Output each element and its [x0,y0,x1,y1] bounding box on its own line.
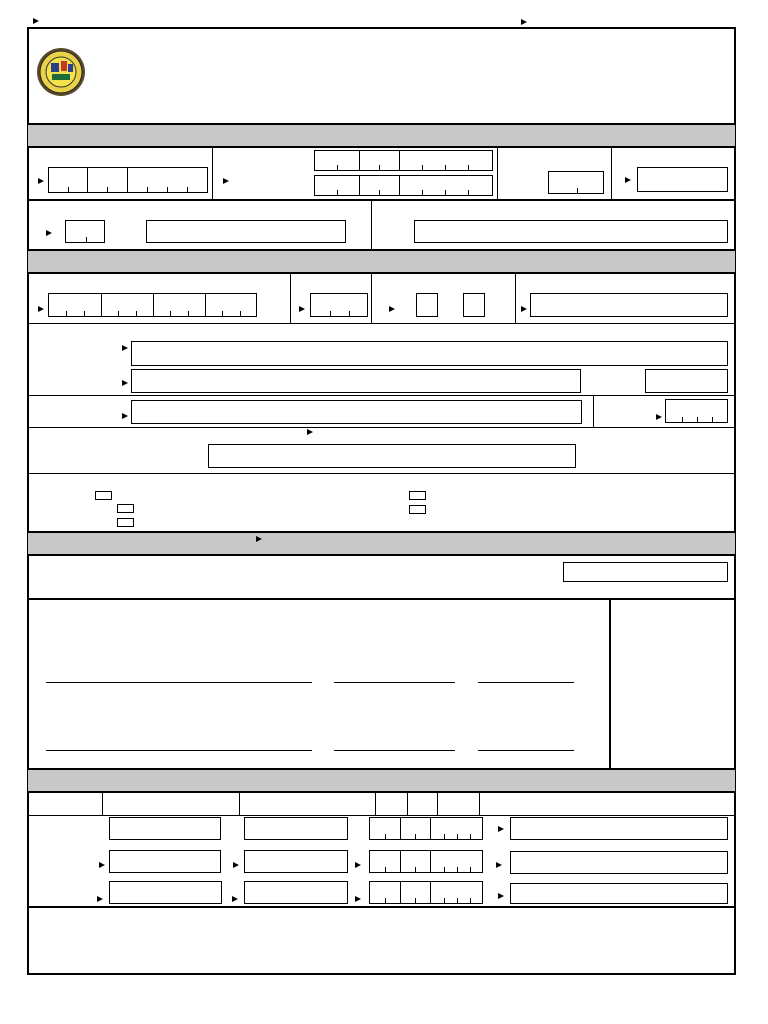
divider [609,599,611,769]
divider [212,148,213,200]
number-field-2[interactable] [310,293,368,317]
field-arrow [223,178,229,184]
divider [479,793,480,816]
field-arrow [46,230,52,236]
signature-line-6[interactable] [478,750,574,751]
field-arrow [122,413,128,419]
table-cell[interactable] [109,850,221,873]
signature-line-1[interactable] [46,682,312,683]
text-field-2[interactable] [146,220,346,243]
field-arrow [498,893,504,899]
short-field-2[interactable] [65,220,105,243]
checkbox-3[interactable] [117,518,134,527]
row-divider [28,906,735,908]
table-cell[interactable] [244,881,348,904]
field-arrow [38,178,44,184]
divider [407,793,408,816]
signature-line-4[interactable] [46,750,312,751]
field-arrow [122,345,128,351]
field-arrow [233,862,239,868]
top-arrow-right [521,19,527,25]
field-arrow [656,414,662,420]
divider [290,274,291,324]
text-field-8[interactable] [131,400,582,424]
divider [371,274,372,324]
section-band-2 [28,249,735,274]
divider [515,274,516,324]
date-field-2a[interactable] [314,150,493,171]
field-arrow [498,826,504,832]
text-field-7[interactable] [645,369,728,393]
checkbox-2[interactable] [117,504,134,513]
row-divider [28,815,735,816]
field-arrow [232,896,238,902]
signature-line-5[interactable] [334,750,455,751]
field-arrow [355,862,361,868]
signature-line-2[interactable] [334,682,455,683]
table-cell[interactable] [109,881,222,904]
short-field-1[interactable] [548,171,604,194]
table-date-cell[interactable] [369,881,483,904]
field-arrow [307,429,313,435]
table-cell[interactable] [109,817,221,840]
table-cell[interactable] [244,850,348,873]
divider [102,793,103,816]
text-field-6[interactable] [131,369,581,393]
date-field-1[interactable] [48,167,208,193]
table-date-cell[interactable] [369,817,483,840]
field-arrow [496,862,502,868]
checkbox-5[interactable] [409,505,426,514]
field-arrow [355,896,361,902]
text-field-3[interactable] [414,220,728,243]
row-divider [28,323,735,324]
divider [437,793,438,816]
field-arrow [38,306,44,312]
table-cell[interactable] [510,883,728,904]
field-arrow [256,536,262,542]
divider [497,148,498,200]
divider [371,200,372,250]
row-divider [28,427,735,428]
text-field-10[interactable] [563,562,728,582]
section-band-3 [28,531,735,556]
field-arrow [521,306,527,312]
date-field-2b[interactable] [314,175,493,196]
table-date-cell[interactable] [369,850,483,873]
field-arrow [97,896,103,902]
divider [375,793,376,816]
checkbox-4[interactable] [409,491,426,500]
field-arrow [299,306,305,312]
table-cell[interactable] [510,851,728,874]
text-field-1[interactable] [637,167,728,192]
field-arrow [99,862,105,868]
single-char-field-1[interactable] [416,293,438,317]
table-cell[interactable] [244,817,348,840]
divider [239,793,240,816]
section-band-1 [28,123,735,148]
row-divider [28,598,735,600]
checkbox-1[interactable] [95,491,112,500]
text-field-9[interactable] [208,444,576,468]
table-cell[interactable] [510,817,728,840]
divider [611,148,612,200]
top-arrow-left [33,18,39,24]
field-arrow [122,380,128,386]
field-arrow [625,177,631,183]
field-arrow [389,306,395,312]
row-divider [28,473,735,474]
number-field-3[interactable] [665,399,728,423]
signature-line-3[interactable] [478,682,574,683]
single-char-field-2[interactable] [463,293,485,317]
text-field-4[interactable] [530,293,728,317]
row-divider [28,395,735,396]
section-band-4 [28,768,735,793]
seal-logo-icon [34,47,88,97]
row-divider [28,199,735,201]
divider [593,395,594,428]
text-field-5[interactable] [131,341,728,366]
number-field-1[interactable] [48,293,257,317]
